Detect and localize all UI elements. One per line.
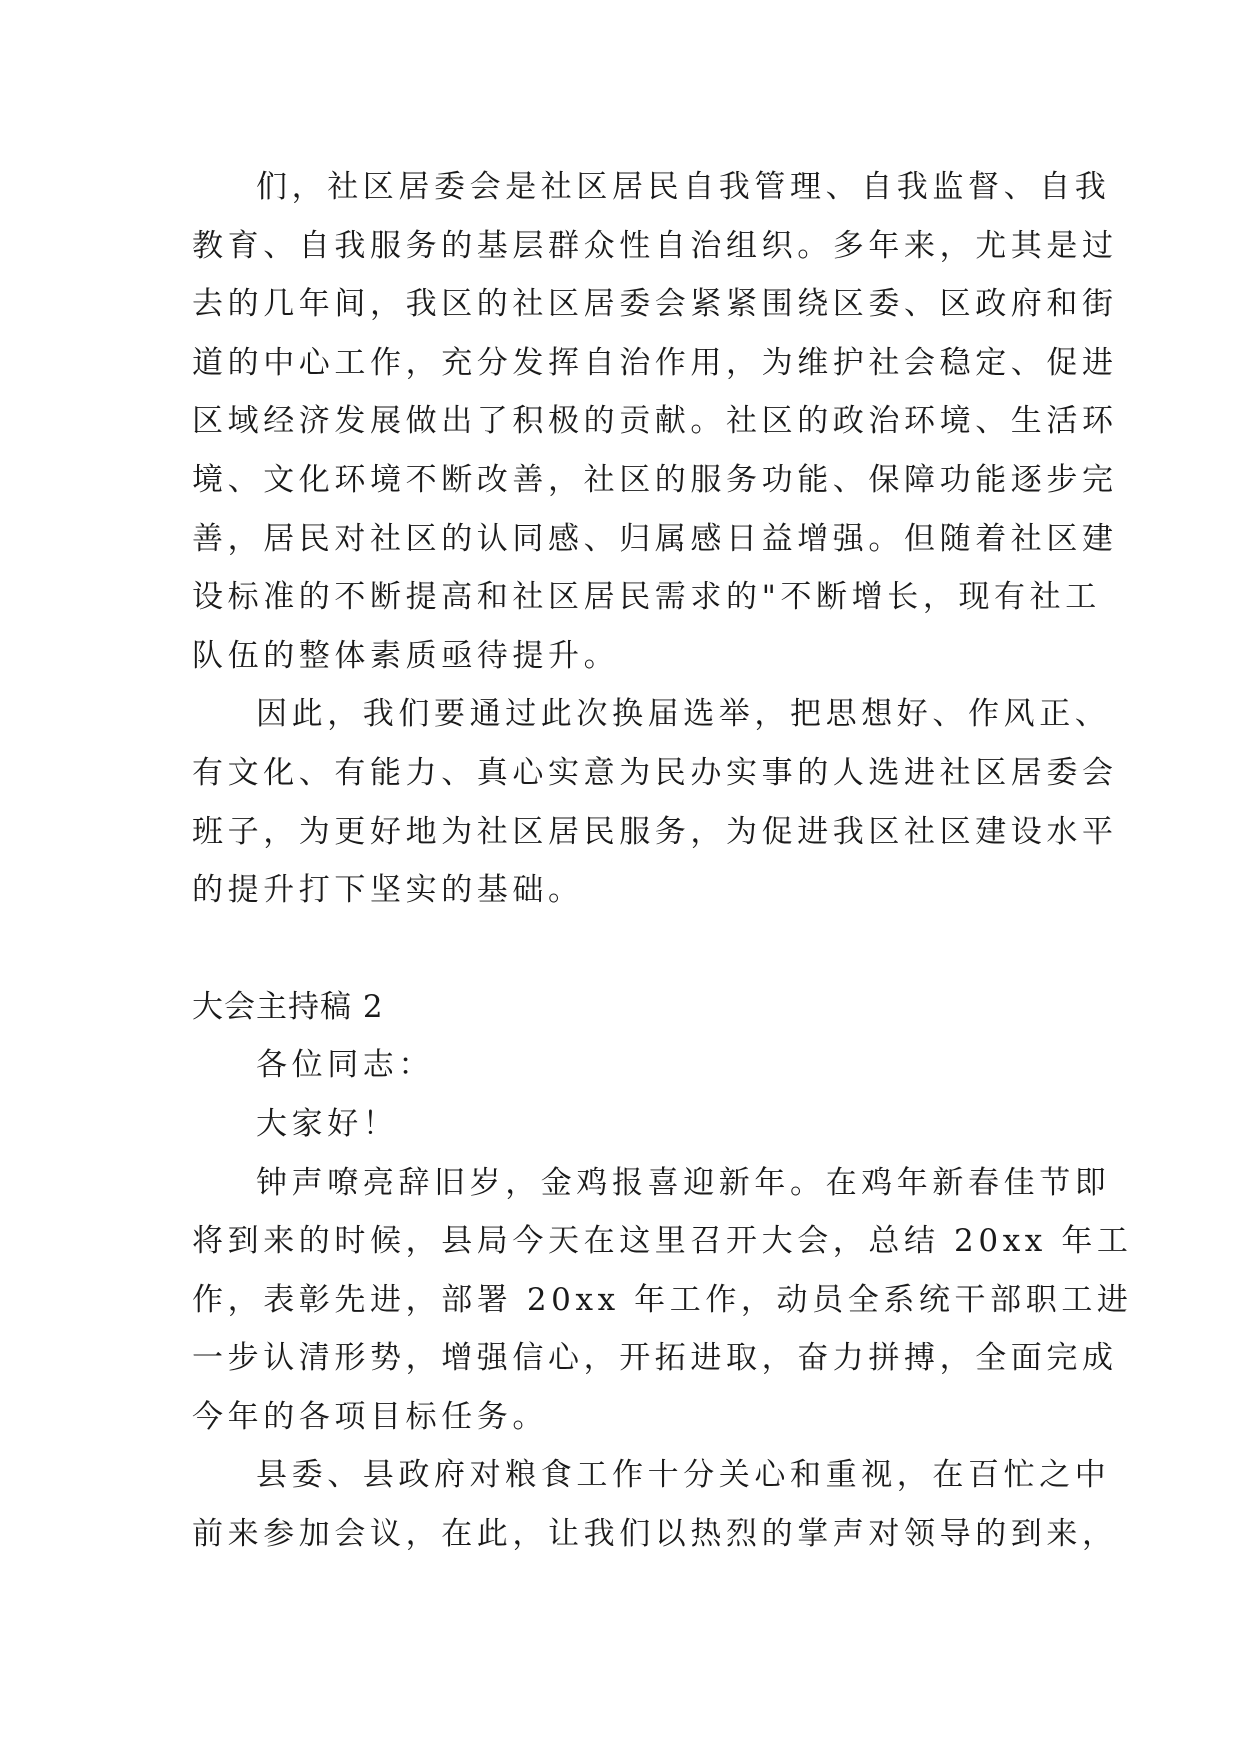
text-line: 作，表彰先进，部署 20xx 年工作，动员全系统干部职工进 [192,1281,1133,1318]
text-line: 们，社区居委会是社区居民自我管理、自我监督、自我 [256,169,1111,205]
text-line: 设标准的不断提高和社区居民需求的"不断增长，现有社工 [192,579,1101,616]
text-line: 区域经济发展做出了积极的贡献。社区的政治环境、生活环 [192,403,1118,440]
section-title: 大会主持稿 2 [192,988,384,1025]
greeting: 各位同志： [256,1047,434,1084]
text-line: 班子，为更好地为社区居民服务，为促进我区社区建设水平 [192,813,1118,850]
salutation: 大家好！ [256,1105,399,1142]
text-line: 道的中心工作，充分发挥自治作用，为维护社会稳定、促进 [192,344,1118,381]
text-line: 钟声嘹亮辞旧岁，金鸡报喜迎新年。在鸡年新春佳节即 [256,1164,1111,1201]
text-line: 将到来的时候，县局今天在这里召开大会，总结 20xx 年工 [192,1223,1133,1260]
text-line: 教育、自我服务的基层群众性自治组织。多年来，尤其是过 [192,227,1118,264]
text-line: 县委、县政府对粮食工作十分关心和重视，在百忙之中 [256,1457,1111,1494]
text-line: 的提升打下坚实的基础。 [192,872,584,909]
paragraph-leaders [192,1446,1118,1563]
text-line: 今年的各项目标任务。 [192,1398,548,1435]
text-line: 有文化、有能力、真心实意为民办实事的人选进社区居委会 [192,754,1118,791]
text-line: 善，居民对社区的认同感、归属感日益增强。但随着社区建 [192,520,1118,557]
paragraph-new-year [192,1154,1133,1447]
text-line: 去的几年间，我区的社区居委会紧紧围绕区委、区政府和街 [192,286,1118,323]
paragraph-community-committee [192,158,1118,685]
text-line: 境、文化环境不断改善，社区的服务功能、保障功能逐步完 [192,461,1118,498]
section-spacer [192,920,1052,978]
text-line: 因此，我们要通过此次换届选举，把思想好、作风正、 [256,696,1111,733]
text-line: 一步认清形势，增强信心，开拓进取，奋力拼搏，全面完成 [192,1340,1118,1377]
paragraph-election [192,685,1118,919]
text-line: 前来参加会议，在此，让我们以热烈的掌声对领导的到来， [192,1516,1118,1553]
text-line: 队伍的整体素质亟待提升。 [192,637,620,674]
document-body [192,158,1133,1564]
